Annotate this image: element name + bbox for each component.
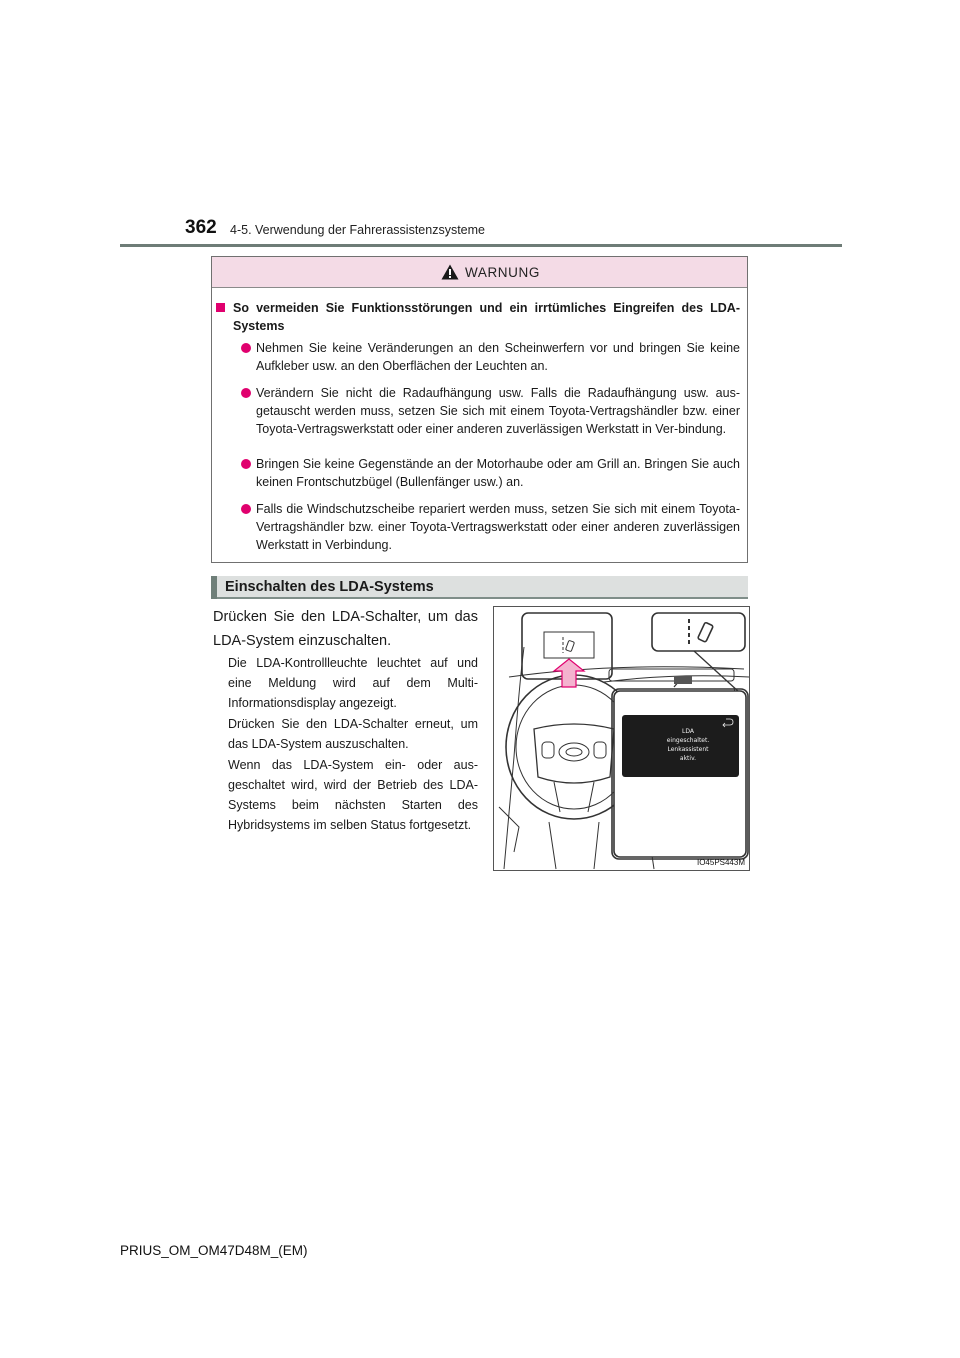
- section-heading-bar: [211, 576, 748, 599]
- display-line: Lenkassistent: [667, 746, 709, 753]
- page-number: 362: [185, 217, 217, 238]
- note-paragraph: Wenn das LDA-System ein- oder aus-geschaltet wird, wird der Betrieb des LDA-Systems beim nächsten Starten des Hybridsystems im selben Status fortgesetzt.: [228, 758, 478, 832]
- warning-bullet-text: Verändern Sie nicht die Radaufhängung usw. Falls die Radaufhängung usw. aus-getauscht werden muss, setzen Sie sich mit einem Toyota-Vertragshändler bzw. einer Toyota-Vertragswerkstatt oder einer anderen zuverlässigen Werkstatt in Ver-bindung.: [256, 386, 740, 436]
- warning-bullet: [241, 500, 740, 554]
- note-paragraph: Drücken Sie den LDA-Schalter erneut, um das LDA-System auszuschalten.: [228, 717, 478, 751]
- main-instruction: Drücken Sie den LDA-Schalter, um das LDA-System einzuschalten.: [213, 609, 478, 649]
- bullet-dot-icon: [241, 343, 251, 353]
- warning-header: [212, 257, 747, 288]
- illustration-code: IO45PS443M: [696, 858, 745, 867]
- warning-bullet: [241, 455, 740, 491]
- bullet-dot-icon: [241, 459, 251, 469]
- warning-heading: So vermeiden Sie Funktionsstörungen und ein irrtümliches Eingreifen des LDA-Systems: [233, 301, 740, 333]
- dashboard-illustration: [493, 606, 750, 871]
- bullet-dot-icon: [241, 504, 251, 514]
- note-paragraph: Die LDA-Kontrollleuchte leuchtet auf und eine Meldung wird auf dem Multi-Informationsdisplay angezeigt.: [228, 656, 478, 710]
- warning-triangle-icon: [441, 264, 459, 280]
- multi-info-display-message: [644, 727, 732, 763]
- display-line: LDA: [682, 728, 694, 735]
- warning-bullet-text: Nehmen Sie keine Veränderungen an den Scheinwerfern vor und bringen Sie keine Aufkleber usw. an den Oberflächen der Leuchten an.: [256, 341, 740, 373]
- section-bar-accent: [211, 576, 217, 599]
- warning-box: [211, 256, 748, 563]
- chapter-section-title: 4-5. Verwendung der Fahrerassistenzsysteme: [230, 223, 485, 237]
- header-divider: [120, 244, 842, 247]
- warning-title: WARNUNG: [465, 265, 540, 280]
- footer-document-code: PRIUS_OM_OM47D48M_(EM): [120, 1243, 308, 1258]
- warning-bullet: [241, 339, 740, 375]
- warning-bullet-text: Falls die Windschutzscheibe repariert werden muss, setzen Sie sich mit einem Toyota-Vertragshändler bzw. einer Toyota-Vertragswerkstatt oder einer anderen zuverlässigen Werkstatt in Verbindung.: [256, 502, 740, 552]
- warning-bullet-text: Bringen Sie keine Gegenstände an der Motorhaube oder am Grill an. Bringen Sie auch keinen Frontschutzbügel (Bullenfänger usw.) an.: [256, 457, 740, 489]
- bullet-dot-icon: [241, 388, 251, 398]
- display-line: aktiv.: [679, 755, 697, 762]
- display-line: eingeschaltet.: [666, 737, 710, 744]
- section-heading: Einschalten des LDA-Systems: [225, 579, 434, 595]
- warning-bullet: [241, 384, 740, 438]
